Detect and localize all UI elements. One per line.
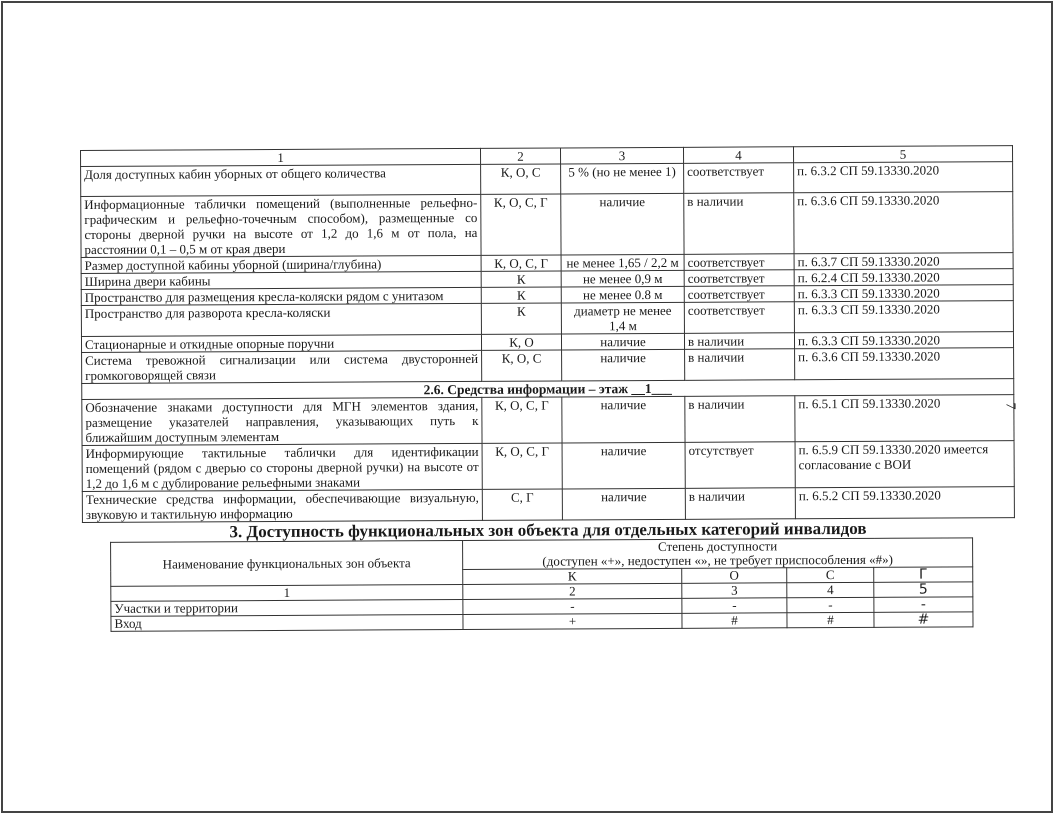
table-row xyxy=(82,395,1014,446)
column-number: 2 xyxy=(463,583,682,599)
fact-cell: соответствует xyxy=(684,302,794,334)
zone-name: Участки и территории xyxy=(111,600,463,617)
zone-value: - xyxy=(874,597,973,613)
reference-cell: п. 6.3.6 СП 59.13330.2020 xyxy=(795,348,1014,380)
reference-cell: п. 6.3.7 СП 59.13330.2020 xyxy=(794,253,1013,270)
page-number: 7 xyxy=(1002,402,1018,410)
header-cell: 2 xyxy=(480,148,560,164)
zone-value: + xyxy=(463,613,682,629)
category-cell: К, О xyxy=(481,334,561,350)
column-number: 4 xyxy=(787,582,874,597)
category-header: О xyxy=(682,568,787,584)
table-row xyxy=(82,348,1014,384)
column-number: 5 xyxy=(874,582,973,598)
fact-cell: в наличии xyxy=(684,333,794,350)
category-cell: К xyxy=(481,287,561,303)
criterion-name: Ширина двери кабины xyxy=(81,271,481,289)
section-heading: 2.6. Средства информации – этаж __1___ xyxy=(82,379,1014,400)
criterion-name: Стационарные и откидные опорные поручни xyxy=(81,334,481,352)
zone-name: Вход xyxy=(111,615,463,632)
fact-cell: отсутствует xyxy=(685,442,795,489)
norm-cell: наличие xyxy=(562,488,685,520)
category-cell: К xyxy=(481,271,561,287)
fact-cell: соответствует xyxy=(684,254,794,271)
category-cell: К, О, С xyxy=(482,350,562,381)
reference-cell: п. 6.5.1 СП 59.13330.2020 xyxy=(795,395,1014,442)
norm-cell: наличие xyxy=(561,193,684,255)
category-cell: К, О, С, Г xyxy=(481,194,561,255)
norm-cell: 5 % (но не менее 1) xyxy=(561,163,684,194)
zone-value: # xyxy=(787,612,874,627)
category-cell: К, О, С, Г xyxy=(482,397,562,443)
reference-cell: п. 6.3.2 СП 59.13330.2020 xyxy=(794,162,1013,193)
criterion-name: Технические средства информации, обеспечивающие визуальную, звуковую и тактильную информацию xyxy=(82,489,482,522)
fact-cell: соответствует xyxy=(684,270,794,287)
header-cell: 3 xyxy=(560,147,683,164)
reference-cell: п. 6.3.3 СП 59.13330.2020 xyxy=(794,332,1013,349)
table-row xyxy=(81,192,1013,258)
table-row xyxy=(82,441,1014,492)
fact-cell: в наличии xyxy=(685,488,795,520)
table-row xyxy=(82,487,1014,523)
fact-cell: соответствует xyxy=(684,286,794,303)
reference-cell: п. 6.2.4 СП 59.13330.2020 xyxy=(794,269,1013,286)
accessibility-degree-legend: (доступен «+», недоступен «», не требует приспособления «#») xyxy=(542,551,893,569)
criterion-name: Пространство для размещения кресла-коляски рядом с унитазом xyxy=(81,287,481,305)
reference-cell: п. 6.5.9 СП 59.13330.2020 имеется согласование с ВОИ xyxy=(795,441,1014,488)
fact-cell: в наличии xyxy=(685,349,795,381)
reference-cell: п. 6.3.3 СП 59.13330.2020 xyxy=(794,301,1013,333)
category-cell: К xyxy=(481,303,561,334)
category-cell: С, Г xyxy=(482,489,562,520)
category-cell: К, О, С, Г xyxy=(482,443,562,489)
table-row xyxy=(81,301,1013,337)
criterion-name: Размер доступной кабины уборной (ширина/глубина) xyxy=(81,255,481,273)
zone-value: # xyxy=(682,613,787,629)
criterion-name: Пространство для разворота кресла-коляски xyxy=(81,303,481,336)
zone-value: - xyxy=(787,597,874,612)
fact-cell: соответствует xyxy=(684,163,794,194)
fact-cell: в наличии xyxy=(684,193,794,255)
category-header: К xyxy=(463,568,682,584)
norm-cell: диаметр не менее 1,4 м xyxy=(561,302,684,334)
norm-cell: наличие xyxy=(561,333,684,350)
document-sheet xyxy=(80,145,1018,632)
criterion-name: Система тревожной сигнализации или система двусторонней громкоговорящей связи xyxy=(82,350,482,383)
accessibility-degree-header xyxy=(463,538,973,570)
reference-cell: п. 6.3.6 СП 59.13330.2020 xyxy=(794,192,1013,254)
reference-cell: п. 6.5.2 СП 59.13330.2020 xyxy=(795,487,1014,519)
reference-cell: п. 6.3.3 СП 59.13330.2020 xyxy=(794,285,1013,302)
norm-cell: наличие xyxy=(562,396,685,443)
norm-cell: наличие xyxy=(562,442,685,489)
accessibility-criteria-table xyxy=(80,145,1015,523)
header-cell: 1 xyxy=(81,148,481,166)
column-number: 1 xyxy=(111,585,463,602)
header-cell: 5 xyxy=(793,146,1012,163)
norm-cell: не менее 1,65 / 2,2 м xyxy=(561,254,684,271)
category-header: Г xyxy=(874,567,973,583)
header-cell: 4 xyxy=(683,147,793,164)
functional-zones-table xyxy=(110,537,973,632)
zone-value: - xyxy=(463,598,682,614)
criterion-name: Доля доступных кабин уборных от общего количества xyxy=(81,164,481,196)
section-3-title: 3. Доступность функциональных зон объекта для отдельных категорий инвалидов xyxy=(229,518,867,542)
column-number: 3 xyxy=(682,583,787,599)
criterion-name: Информирующие тактильные таблички для идентификации помещений (рядом с дверью со стороны дверной ручки) на высоте от 1,2 до 1,6 м с дублирование рельефными знаками xyxy=(82,443,482,491)
category-cell: К, О, С, Г xyxy=(481,255,561,271)
accessibility-degree-title: Степень доступности xyxy=(657,538,778,554)
criterion-name: Обозначение знаками доступности для МГН элементов здания, размещение указателей направления, указывающих путь к ближайшим доступным элементам xyxy=(82,397,482,445)
criterion-name: Информационные таблички помещений (выполненные рельефно-графическим и рельефно-точечным способом), размещенные со стороны дверной ручки на высоте от 1,2 до 1,6 м от пола, на расстоянии 0,1 – 0,5 м от края двери xyxy=(81,194,481,257)
norm-cell: не менее 0.8 м xyxy=(561,286,684,303)
zone-value: # xyxy=(874,612,973,628)
zone-value: - xyxy=(682,598,787,614)
category-cell: К, О, С xyxy=(481,164,561,194)
norm-cell: не менее 0,9 м xyxy=(561,270,684,287)
table-row xyxy=(81,162,1013,197)
zones-header-row xyxy=(111,538,973,572)
category-header: С xyxy=(787,567,874,582)
norm-cell: наличие xyxy=(562,349,685,381)
fact-cell: в наличии xyxy=(685,396,795,443)
zones-name-header: Наименование функциональных зон объекта xyxy=(111,541,463,587)
